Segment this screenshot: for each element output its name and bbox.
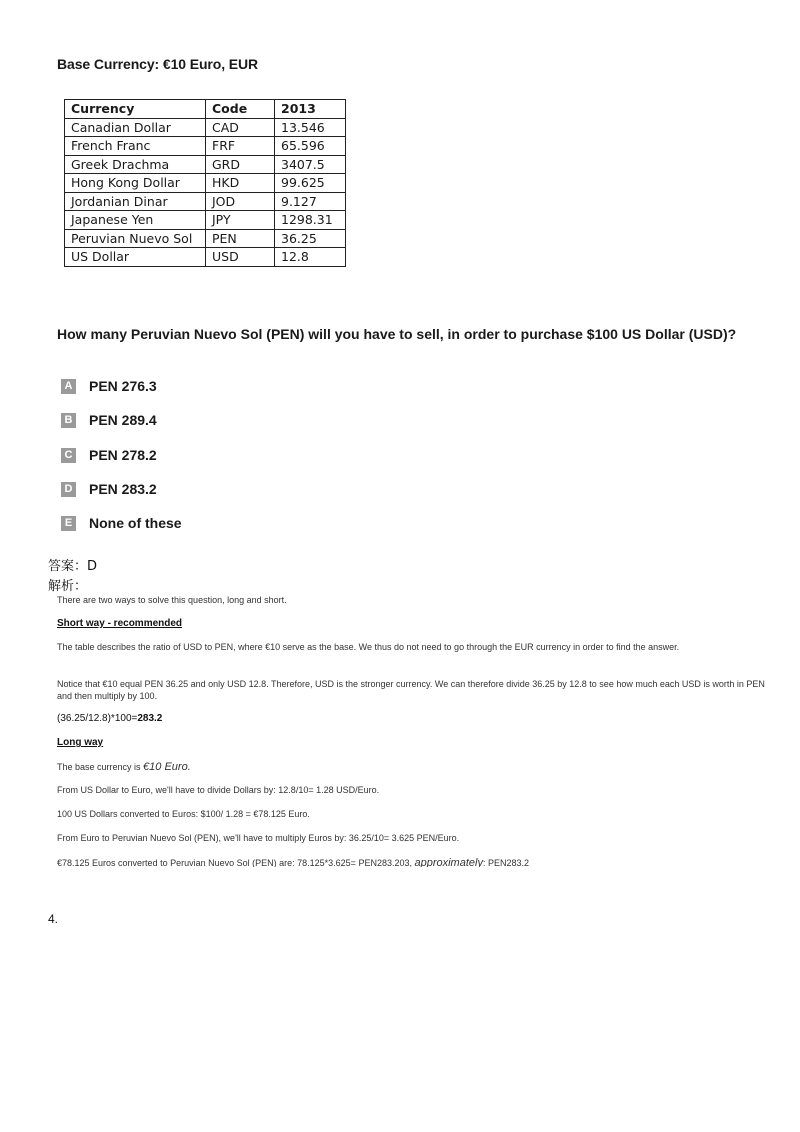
cell-currency: French Franc: [65, 137, 206, 156]
analysis-label: 解析：: [48, 579, 88, 594]
table-row: [65, 137, 346, 156]
option-letter-badge: C: [61, 448, 76, 463]
table-row: [65, 174, 346, 193]
next-question-number: 4.: [48, 912, 59, 926]
cell-rate: 65.596: [275, 137, 346, 156]
long-way-step-4-prefix: €78.125 Euros converted to Peruvian Nuevo Sol (PEN) are: 78.125*3.625= PEN283.203,: [57, 858, 415, 867]
formula-expression: (36.25/12.8)*100=: [57, 713, 138, 724]
header-year: 2013: [275, 100, 346, 119]
table-row: [65, 248, 346, 267]
question-text: How many Peruvian Nuevo Sol (PEN) will you have to sell, in order to purchase $100 US Dollar (USD)?: [57, 326, 737, 342]
cell-rate: 36.25: [275, 229, 346, 248]
long-way-heading: Long way: [57, 737, 104, 748]
table-header-row: [65, 100, 346, 119]
cell-code: JOD: [206, 192, 275, 211]
cell-code: FRF: [206, 137, 275, 156]
long-way-step-4: [57, 857, 529, 867]
cell-rate: 9.127: [275, 192, 346, 211]
cell-rate: 13.546: [275, 118, 346, 137]
cell-rate: 3407.5: [275, 155, 346, 174]
base-currency-title: Base Currency: €10 Euro, EUR: [57, 56, 259, 72]
cell-rate: 12.8: [275, 248, 346, 267]
table-row: [65, 192, 346, 211]
cell-currency: Greek Drachma: [65, 155, 206, 174]
cell-code: HKD: [206, 174, 275, 193]
long-way-base-prefix: The base currency is: [57, 762, 144, 772]
option-text: PEN 276.3: [89, 378, 157, 394]
cell-currency: Japanese Yen: [65, 211, 206, 230]
short-way-heading: Short way - recommended: [57, 618, 183, 629]
option-text: PEN 278.2: [89, 447, 157, 463]
cell-code: CAD: [206, 118, 275, 137]
cell-code: USD: [206, 248, 275, 267]
exchange-rate-table: [64, 99, 346, 267]
answer-label: 答案：D: [48, 559, 98, 574]
table-row: [65, 155, 346, 174]
option-c[interactable]: [61, 446, 157, 464]
long-way-step-3: From Euro to Peruvian Nuevo Sol (PEN), we'll have to multiply Euros by: 36.25/10= 3.625 PEN/Euro.: [57, 833, 460, 843]
short-way-formula: [57, 713, 162, 724]
short-way-paragraph-1: The table describes the ratio of USD to PEN, where €10 serve as the base. We thus do not need to go through the EUR currency in order to find the answer.: [57, 642, 680, 652]
option-text: PEN 283.2: [89, 481, 157, 497]
header-currency: Currency: [65, 100, 206, 119]
option-a[interactable]: [61, 377, 157, 395]
cell-currency: Hong Kong Dollar: [65, 174, 206, 193]
table-row: [65, 118, 346, 137]
table-row: [65, 229, 346, 248]
option-b[interactable]: [61, 411, 157, 429]
short-way-paragraph-2: Notice that €10 equal PEN 36.25 and only USD 12.8. Therefore, USD is the stronger currency. We can therefore divide 36.25 by 12.8 to see how much each USD is worth in PEN and then multiply by 100.: [57, 679, 765, 701]
cell-rate: 99.625: [275, 174, 346, 193]
cell-code: PEN: [206, 229, 275, 248]
header-code: Code: [206, 100, 275, 119]
table-row: [65, 211, 346, 230]
cell-currency: US Dollar: [65, 248, 206, 267]
cell-currency: Jordanian Dinar: [65, 192, 206, 211]
explanation-intro: There are two ways to solve this question, long and short.: [57, 595, 287, 605]
option-letter-badge: D: [61, 482, 76, 497]
long-way-step-4-italic: approximately: [414, 857, 483, 867]
long-way-base-value: €10 Euro.: [143, 761, 191, 773]
long-way-step-4-suffix: : PEN283.2: [482, 858, 529, 867]
option-letter-badge: B: [61, 413, 76, 428]
cell-currency: Canadian Dollar: [65, 118, 206, 137]
long-way-step-2: 100 US Dollars converted to Euros: $100/ 1.28 = €78.125 Euro.: [57, 809, 310, 819]
option-e[interactable]: [61, 514, 182, 532]
option-letter-badge: E: [61, 516, 76, 531]
option-d[interactable]: [61, 480, 157, 498]
cell-rate: 1298.31: [275, 211, 346, 230]
option-text: PEN 289.4: [89, 412, 157, 428]
long-way-step-1: From US Dollar to Euro, we'll have to divide Dollars by: 12.8/10= 1.28 USD/Euro.: [57, 785, 380, 795]
formula-result: 283.2: [137, 713, 163, 724]
cell-code: JPY: [206, 211, 275, 230]
cell-currency: Peruvian Nuevo Sol: [65, 229, 206, 248]
cell-code: GRD: [206, 155, 275, 174]
option-letter-badge: A: [61, 379, 76, 394]
option-text: None of these: [89, 515, 182, 531]
long-way-base: [57, 761, 191, 773]
